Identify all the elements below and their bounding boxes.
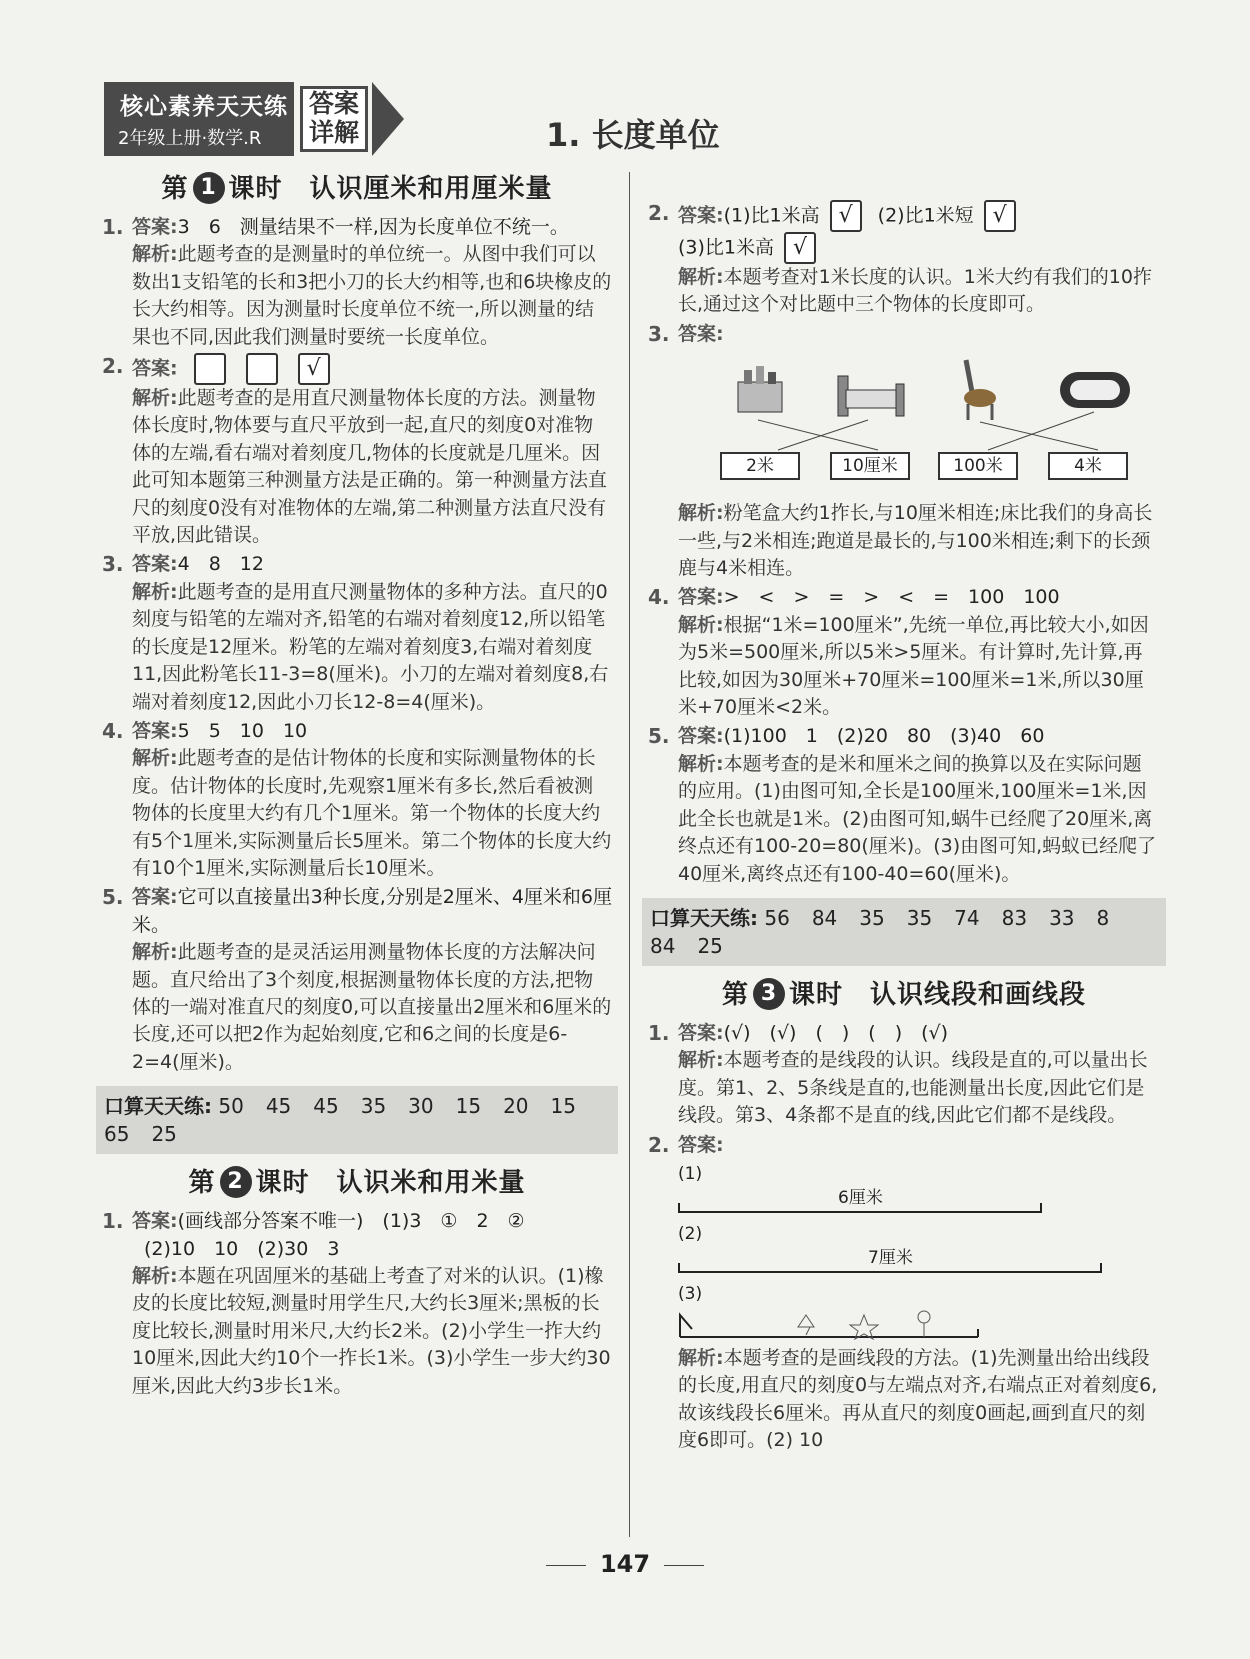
analysis-text: 本题考查对1米长度的认识。1米大约有我们的10拃长,通过这个对比题中三个物体的长度即可。 [678, 266, 1152, 316]
question-number: 1. [102, 215, 124, 239]
l1-question-4 [102, 718, 612, 882]
tree-icon [798, 1315, 814, 1335]
analysis-text: 粉笔盒大约1拃长,与10厘米相连;床比我们的身高长一些,与2米相连;跑道是最长的,与100米相连;剩下的长颈鹿与4米相连。 [678, 502, 1153, 580]
analysis-text: 本题考查的是线段的认识。线段是直的,可以量出长度。第1、2、5条线是直的,也能测量出长度,因此它们是线段。第3、4条都不是直的线,因此它们都不是线段。 [678, 1049, 1148, 1127]
answer-text: (1)100 1 (2)20 80 (3)40 60 [723, 725, 1045, 748]
analysis-text: 此题考查的是测量时的单位统一。从图中我们可以数出1支铅笔的长和3把小刀的长大约相等,也和6块橡皮的长大约相等。因为测量时长度单位不统一,所以测量的结果也不同,因此我们测量时要统一长度单位。 [132, 243, 612, 348]
drill-answer: 45 [313, 1094, 339, 1119]
analysis-text: 此题考查的是用直尺测量物体的多种方法。直尺的0刻度与铅笔的左端对齐,铅笔的右端对着刻度12,所以铅笔的长度是12厘米。粉笔的左端对着刻度3,右端对着刻度11,因此粉笔长11-3=8(厘米)。小刀的左端对着刻度8,右端对着刻度12,因此小刀长12-8=4(厘米)。 [132, 580, 609, 713]
answer-label: 答案: [678, 725, 724, 748]
badge-answer-box: 答案详解 [300, 86, 368, 152]
lesson-number: 1 [193, 172, 225, 204]
analysis-text: 此题考查的是灵活运用测量物体长度的方法解决问题。直尺给出了3个刻度,根据测量物体长度的方法,把物体的一端对准直尺的刻度0,可以直接量出2厘米和6厘米的长度,还可以把2作为起始刻度,它和6之间的长度是6-2=4(厘米)。 [132, 941, 612, 1073]
answer-text: (2)10 10 (2)30 3 [144, 1237, 340, 1260]
answer-text: (画线部分答案不唯一) (1)3 ① 2 ② [177, 1210, 525, 1233]
analysis-label: 解析: [132, 243, 178, 266]
answer-text: 5 5 10 10 [177, 719, 308, 742]
answer-label: 答案: [678, 204, 724, 227]
answer-label: 答案: [678, 1021, 724, 1044]
drill-answer: 50 [218, 1094, 244, 1119]
analysis-label: 解析: [678, 613, 724, 636]
l1-question-1 [102, 214, 612, 351]
length-label: 4米 [1048, 452, 1128, 480]
answer-text: (3)比1米高 [678, 236, 775, 259]
matching-diagram [718, 354, 1160, 494]
l1-question-5 [102, 884, 612, 1076]
drill-answer: 25 [697, 933, 723, 958]
lesson-title: 课时 认识厘米和用厘米量 [228, 174, 553, 204]
page-number-dash [546, 1565, 586, 1566]
lesson-2-heading [102, 1166, 612, 1198]
segment-7cm [678, 1245, 1160, 1281]
segment-line [678, 1271, 1102, 1273]
question-number: 3. [648, 321, 670, 346]
answer-box-empty [194, 353, 226, 385]
lesson-prefix: 第 [161, 174, 189, 204]
match-line [778, 420, 868, 450]
lesson-title: 课时 认识米和用米量 [255, 1168, 526, 1199]
drill-answer: 15 [455, 1094, 482, 1119]
bed-icon [838, 376, 904, 416]
answer-label: 答案: [132, 357, 178, 380]
drill-label: 口算天天练: [650, 905, 758, 930]
segment-length-label: 6厘米 [838, 1187, 883, 1208]
analysis-text: 根据“1米=100厘米”,先统一单位,再比较大小,如因为5米=500厘米,所以5米>5厘米。有计算时,先计算,再比较,如因为30厘米+70厘米=100厘米=1米,所以30厘米+70厘米<2米。 [678, 613, 1149, 719]
part-label: (1) [678, 1163, 703, 1184]
answer-text: > < > = > < = 100 100 [723, 586, 1060, 609]
match-line [980, 422, 1098, 450]
lesson-number: 2 [220, 1166, 252, 1198]
drill-answer: 83 [1001, 905, 1028, 930]
answer-label: 答案: [678, 586, 724, 609]
answer-box-checked: √ [830, 200, 862, 232]
column-divider [629, 172, 630, 1537]
drill-answer: 56 [764, 905, 790, 930]
badge-series-title: 核心素养天天练 [120, 94, 288, 120]
drill-answer: 20 [503, 1094, 529, 1119]
answer-text: 3 6 测量结果不一样,因为长度单位不统一。 [177, 216, 569, 238]
lesson-number: 3 [753, 978, 785, 1010]
answer-label: 答案: [132, 886, 178, 909]
answer-box-checked: √ [784, 232, 816, 264]
lesson-prefix: 第 [721, 979, 749, 1010]
answer-label: 答案: [132, 1210, 178, 1233]
analysis-label: 解析: [132, 941, 178, 964]
lesson-prefix: 第 [188, 1168, 216, 1199]
question-number: 5. [648, 724, 670, 749]
lesson-title: 课时 认识线段和画线段 [789, 979, 1087, 1010]
analysis-label: 解析: [678, 1049, 724, 1072]
drill-answer: 84 [811, 905, 838, 930]
analysis-label: 解析: [678, 502, 724, 525]
page-number-text: 147 [599, 1550, 651, 1578]
badge-arrow [372, 82, 404, 156]
answer-text: 4 8 12 [177, 553, 264, 576]
segment-length-label: 7厘米 [868, 1247, 913, 1268]
page-number [0, 1550, 1250, 1578]
answer-box-checked: √ [984, 200, 1016, 232]
giraffe-icon [964, 360, 996, 420]
l2-question-5 [648, 723, 1160, 887]
answer-text: (√) (√) ( ) ( ) (√) [723, 1021, 949, 1044]
length-label: 10厘米 [830, 452, 910, 480]
analysis-text: 本题考查的是画线段的方法。(1)先测量出给出线段的长度,用直尺的刻度0与左端点对齐,右端点正对着刻度6,故该线段长6厘米。再从直尺的刻度0画起,画到直尺的刻度6即可。(2) 10 [678, 1346, 1158, 1452]
pin-icon [918, 1311, 930, 1323]
question-number: 3. [102, 552, 124, 577]
drill-answer: 8 [1096, 905, 1110, 930]
analysis-label: 解析: [132, 747, 178, 770]
segment-drawing-3 [678, 1305, 1160, 1345]
star-icon [850, 1315, 878, 1339]
question-number: 1. [648, 1020, 670, 1045]
running-track-icon [1060, 372, 1130, 408]
lesson-1-heading [102, 172, 612, 204]
flag-icon [680, 1315, 692, 1337]
match-line [988, 412, 1094, 450]
drill-answer: 35 [906, 905, 933, 930]
answer-label: 答案: [132, 216, 178, 238]
question-number: 2. [648, 1132, 670, 1157]
mental-math-drill-1 [96, 1086, 618, 1154]
segment-6cm [678, 1185, 1160, 1221]
analysis-text: 本题在巩固厘米的基础上考查了对米的认识。(1)橡皮的长度比较短,测量时用学生尺,大约长3厘米;黑板的长度比较长,测量时用米尺,大约长2米。(2)小学生一拃大约10厘米,因此大约10个一拃长1米。(3)小学生一步大约30厘米,因此大约3步长1米。 [132, 1265, 611, 1397]
answer-text: 它可以直接量出3种长度,分别是2厘米、4厘米和6厘米。 [132, 886, 613, 936]
analysis-label: 解析: [678, 1346, 724, 1369]
question-number: 2. [648, 201, 670, 225]
drill-answer: 35 [360, 1094, 387, 1119]
l3-question-1 [648, 1020, 1160, 1130]
answer-box-checked: √ [298, 353, 330, 385]
answer-text: (2)比1米短 [877, 204, 974, 227]
mental-math-drill-2 [642, 898, 1166, 966]
answer-label: 答案: [132, 719, 178, 742]
l2-question-3 [648, 321, 1160, 583]
analysis-label: 解析: [678, 752, 724, 775]
l3-question-2 [648, 1132, 1160, 1159]
answer-label: 答案: [678, 1133, 724, 1156]
question-number: 4. [648, 585, 670, 610]
segment-3-svg [678, 1305, 998, 1345]
chalk-box-icon [738, 366, 782, 412]
question-number: 4. [102, 718, 124, 743]
drill-answer: 65 [104, 1122, 130, 1147]
drill-label: 口算天天练: [104, 1094, 212, 1119]
answer-box-empty [246, 353, 278, 385]
answer-text: (1)比1米高 [723, 204, 820, 227]
question-number: 1. [102, 1209, 124, 1234]
analysis-label: 解析: [132, 387, 178, 410]
l1-question-3 [102, 551, 612, 715]
drill-answer: 15 [550, 1094, 576, 1119]
length-label: 100米 [938, 452, 1018, 480]
part-label: (2) [678, 1223, 703, 1244]
analysis-text: 此题考查的是估计物体的长度和实际测量物体的长度。估计物体的长度时,先观察1厘米有多长,然后看被测物体的长度里大约有几个1厘米。第一个物体的长度大约有5个1厘米,实际测量后长5厘米。第二个物体的长度大约有10个1厘米,实际测量后长10厘米。 [132, 747, 612, 879]
answer-label: 答案: [132, 553, 178, 576]
left-column [102, 168, 612, 1402]
part-label: (3) [678, 1283, 703, 1304]
drill-answer: 25 [151, 1122, 177, 1147]
analysis-text: 此题考查的是用直尺测量物体长度的方法。测量物体长度时,物体要与直尺平放到一起,直尺的刻度0对准物体的左端,看右端对着刻度几,物体的长度就是几厘米。因此可知本题第三种测量方法是正确的。第一种测量方法直尺的刻度0没有对准物体的左端,第二种测量方法直尺没有平放,因此错误。 [132, 387, 608, 547]
l2-question-4 [648, 584, 1160, 721]
page-number-dash [664, 1565, 704, 1566]
drill-answer: 74 [954, 905, 980, 930]
drill-answer: 45 [265, 1094, 292, 1119]
right-column [648, 200, 1160, 1457]
l3-question-2-analysis [648, 1345, 1160, 1455]
question-number: 5. [102, 885, 124, 910]
badge-grade-subject: 2年级上册·数学.R [118, 128, 262, 149]
match-line [758, 420, 878, 450]
l2-question-1 [102, 1208, 612, 1400]
length-label: 2米 [720, 452, 800, 480]
analysis-label: 解析: [678, 266, 724, 288]
drill-answer: 84 [650, 933, 676, 958]
lesson-3-heading [648, 978, 1160, 1010]
analysis-label: 解析: [132, 1265, 178, 1287]
drill-answer: 33 [1049, 905, 1075, 930]
question-number: 2. [102, 354, 124, 379]
answer-label: 答案: [678, 322, 724, 345]
drill-answer: 35 [859, 905, 885, 930]
analysis-text: 本题考查的是米和厘米之间的换算以及在实际问题的应用。(1)由图可知,全长是100厘米,100厘米=1米,因此全长也就是1米。(2)由图可知,蜗牛已经爬了20厘米,离终点还有100-20=80(厘米)。(3)由图可知,蚂蚁已经爬了40厘米,离终点还有100-40=60(厘米)。 [678, 752, 1157, 885]
l1-question-2 [102, 353, 612, 549]
book-badge [104, 82, 404, 156]
l2-question-2 [648, 200, 1160, 319]
page-title: 1. 长度单位 [546, 116, 720, 154]
analysis-label: 解析: [132, 580, 178, 603]
drill-answer: 30 [408, 1094, 434, 1119]
segment-line [678, 1211, 1042, 1213]
